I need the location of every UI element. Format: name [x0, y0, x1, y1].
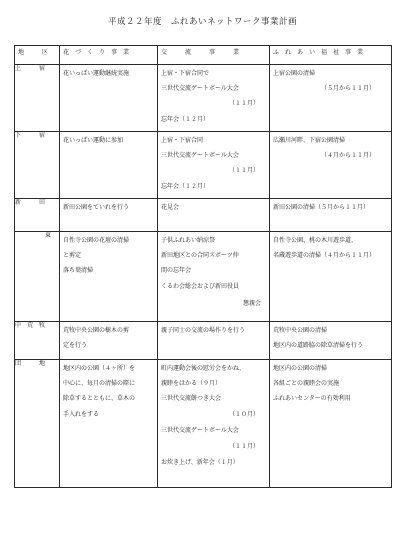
cell-line: （１１月） — [228, 100, 259, 107]
cell-line: と剪定 — [63, 252, 82, 259]
district-cell: 上 宿 — [15, 65, 60, 132]
project-plan-table — [14, 45, 392, 488]
cell-line: 広瀬川河畔、下宿公園清掃 — [273, 137, 346, 144]
cell-line: 間の忘年会 — [161, 267, 192, 274]
cell-line: 三世代交流ゲートボール大会 — [161, 427, 239, 434]
cell-line: 新田公園の清掃（５月から１１月） — [273, 204, 370, 211]
header-district: 地 区 — [15, 46, 60, 65]
flower-cell — [60, 132, 158, 199]
flower-cell — [60, 232, 158, 322]
cell-line: 自性寺公園、桃の木川遊歩道、 — [273, 237, 358, 244]
cell-line: 親睦をはかる（９月） — [161, 380, 222, 387]
cell-line: 町内運動会後の慰労会をかね、 — [161, 365, 246, 372]
flower-cell — [60, 322, 158, 360]
cell-line: 手入れをする — [63, 411, 100, 418]
cell-line: 自性寺公園の花壇の清掃 — [63, 237, 130, 244]
cell-line: 定を行う — [63, 342, 88, 349]
welfare-cell — [270, 360, 392, 488]
district-cell: 団 地 — [15, 360, 60, 488]
flower-cell — [60, 65, 158, 132]
exchange-cell — [158, 199, 270, 232]
district-cell: 東 — [15, 232, 60, 322]
cell-line: 三世代交流餅つき大会 — [161, 395, 222, 402]
cell-line: 花いっぱい運動継続実施 — [63, 70, 130, 77]
header-row — [15, 46, 392, 65]
welfare-cell — [270, 232, 392, 322]
cell-line: 地区内の公園（４ヶ所）を — [63, 365, 136, 372]
cell-line: 上宿・下宿合同で — [161, 70, 210, 77]
table-row — [15, 360, 392, 488]
cell-line: 荒牧中央公園の清掃 — [273, 327, 328, 334]
cell-line: ふれあいセンターの有効利用 — [273, 395, 351, 402]
cell-line: 子供ふれあい納涼祭 — [161, 237, 216, 244]
cell-line: 懇親会 — [242, 300, 261, 307]
header-flower-project: 花 づ く り 事 業 — [60, 46, 158, 65]
cell-line: （１１月） — [228, 443, 259, 450]
cell-line: 花見会 — [161, 204, 180, 211]
exchange-cell — [158, 360, 270, 488]
table-row — [15, 132, 392, 199]
cell-line: 地区内の公園の清掃 — [273, 365, 328, 372]
welfare-cell — [270, 199, 392, 232]
cell-line: 荒牧中央公園の樹木の剪 — [63, 327, 130, 334]
cell-line: （１１月） — [228, 167, 259, 174]
header-exchange-project: 交 流 事 業 — [158, 46, 270, 65]
district-cell: 新 田 — [15, 199, 60, 232]
cell-line: 新田地区との合同スポーツ仲 — [161, 252, 239, 259]
cell-line: 各組ごとの親睦会の実施 — [273, 380, 340, 387]
header-welfare-project: ふ れ あ い 福 祉 事 業 — [270, 46, 392, 65]
cell-line: 地区内の道路脇の除草清掃を行う — [273, 342, 364, 349]
cell-line: くるわ会総会および新田役員 — [161, 283, 240, 290]
cell-line: 花いっぱい運動に参加 — [63, 137, 124, 144]
flower-cell — [60, 199, 158, 232]
cell-line: （４月から１１月） — [320, 152, 375, 159]
district-cell: 中 荒 牧 — [15, 322, 60, 360]
cell-line: 名蔵遊歩道の清掃（４月から１１月） — [273, 252, 376, 259]
cell-line: 中心に、毎月の清掃の際に — [63, 380, 136, 387]
table-row — [15, 199, 392, 232]
cell-line: 新田公園をていれを行う — [63, 204, 130, 211]
welfare-cell — [270, 322, 392, 360]
table-row — [15, 232, 392, 322]
welfare-cell — [270, 65, 392, 132]
exchange-cell — [158, 65, 270, 132]
table-row — [15, 65, 392, 132]
flower-cell — [60, 360, 158, 488]
cell-line: 上宿公園の清掃 — [273, 70, 316, 77]
cell-line: お炊き上げ、新年会（１月） — [161, 459, 239, 466]
table-row — [15, 322, 392, 360]
cell-line: 忘年会（１２月） — [161, 116, 210, 123]
cell-line: 親子同士の交流の場作りを行う — [161, 327, 246, 334]
cell-line: 落ち葉清掃 — [63, 267, 94, 274]
cell-line: （５月から１１月） — [320, 85, 375, 92]
exchange-cell — [158, 132, 270, 199]
exchange-cell — [158, 232, 270, 322]
cell-line: 三世代交流ゲートボール大会 — [161, 152, 239, 159]
welfare-cell — [270, 132, 392, 199]
exchange-cell — [158, 322, 270, 360]
cell-line: 忘年会（１２月） — [161, 183, 210, 190]
page-title: 平成２２年度 ふれあいネットワーク事業計画 — [107, 17, 297, 27]
cell-line: 上宿・下宿合同 — [161, 137, 204, 144]
cell-line: 三世代交流ゲートボール大会 — [161, 85, 239, 92]
cell-line: （１０月） — [228, 411, 259, 418]
district-cell: 下 宿 — [15, 132, 60, 199]
cell-line: 除草するとともに、草木の — [63, 395, 136, 402]
